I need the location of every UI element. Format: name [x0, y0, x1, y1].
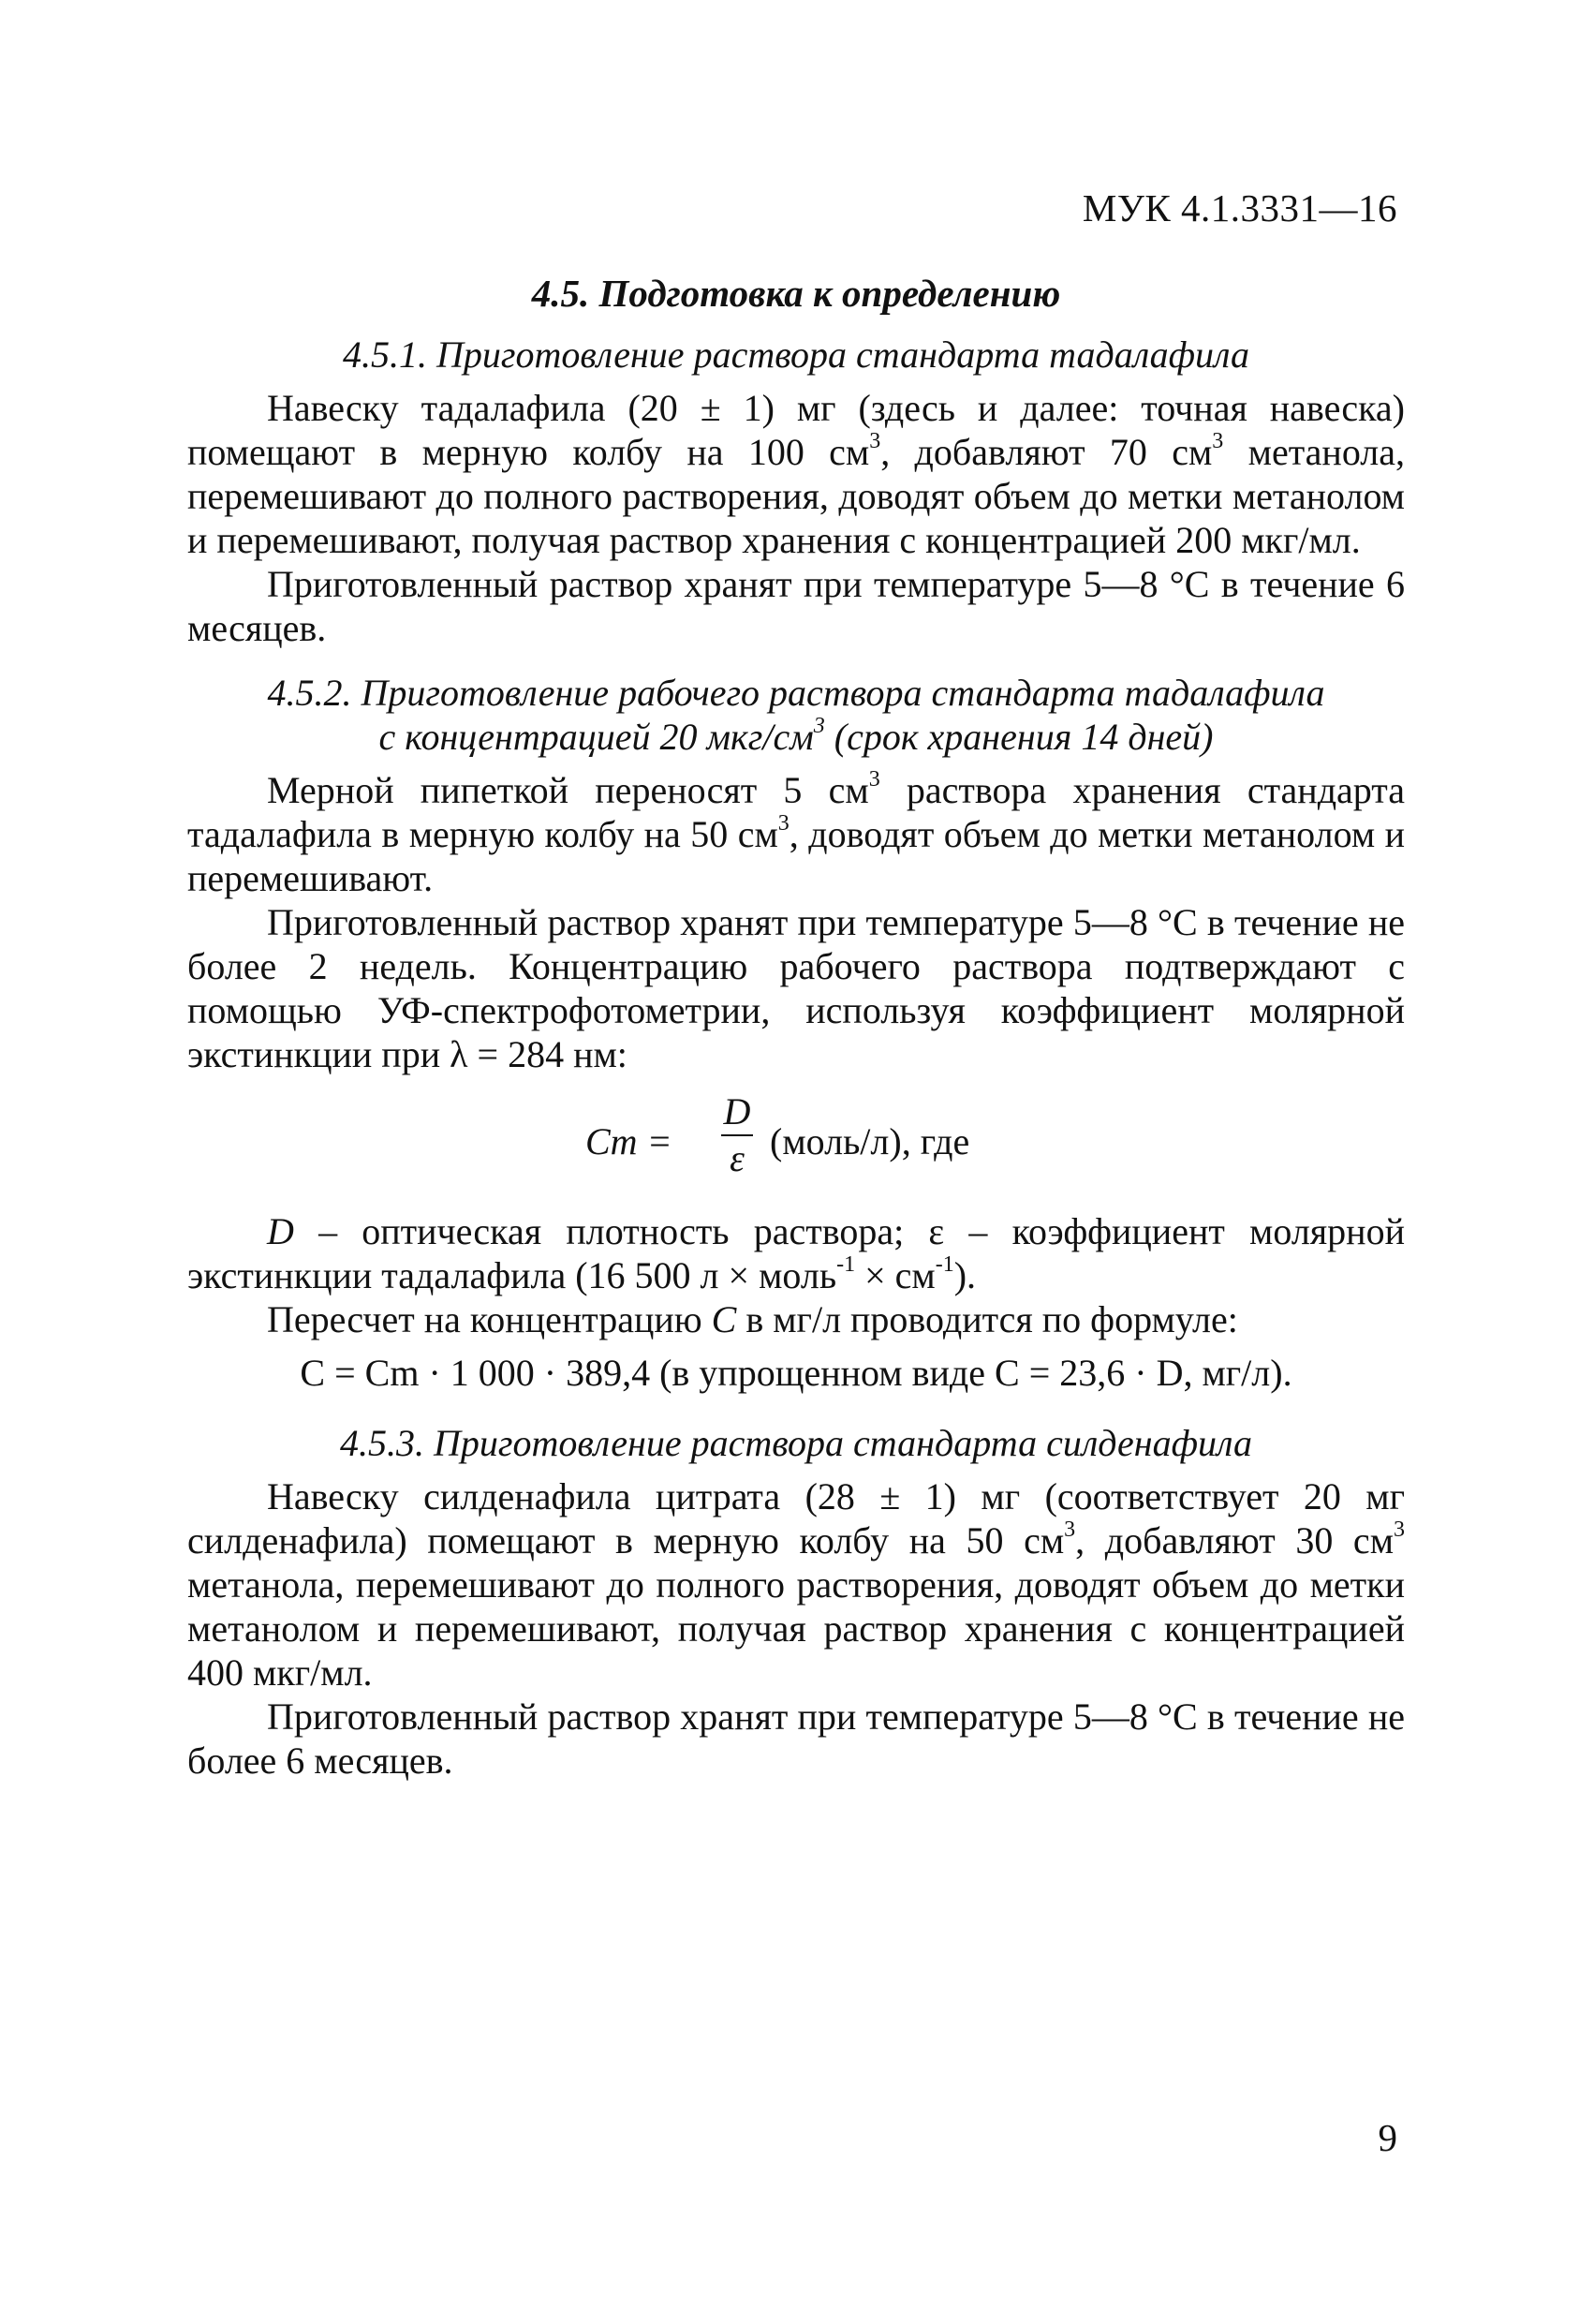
superscript: 3	[777, 810, 790, 836]
paragraph	[187, 1474, 1405, 1695]
title-line-2: с концентрацией 20 мкг/см	[378, 716, 814, 758]
page-number: 9	[1378, 2116, 1397, 2159]
subsection-title	[187, 671, 1405, 759]
superscript: -1	[836, 1251, 856, 1277]
text: ).	[953, 1254, 977, 1296]
text: Навеску тадалафила (20 ± 1) мг (здесь и далее: точная навеска) помещают в мерную колбу на 100 см	[187, 387, 1405, 473]
text: раствора хранения стандарта тадалафила в мерную колбу на 50 см	[187, 769, 1405, 855]
superscript: 3	[813, 713, 825, 738]
subsection-4-5-1	[187, 333, 1405, 650]
title-line-1: 4.5.2. Приготовление рабочего раствора стандарта тадалафила	[267, 672, 1325, 714]
paragraph	[187, 768, 1405, 900]
formula-denominator: ε	[730, 1137, 745, 1179]
document-code: МУК 4.1.3331—16	[1082, 186, 1397, 229]
text: в мг/л проводится по формуле:	[736, 1298, 1238, 1340]
superscript: 3	[868, 766, 880, 792]
text: , добавляют 70 см	[880, 431, 1213, 473]
text: , доводят объем до метки метанолом и перемешивают.	[187, 813, 1405, 899]
paragraph: Приготовленный раствор хранят при температуре 5—8 °С в течение 6 месяцев.	[187, 563, 1405, 649]
superscript: -1	[935, 1251, 954, 1277]
subsection-4-5-2	[187, 671, 1405, 1395]
fraction-bar	[721, 1134, 753, 1136]
paragraph	[187, 1297, 1405, 1341]
formula-fraction	[721, 1091, 753, 1179]
formula-numerator: D	[723, 1090, 751, 1132]
text: Навеску силденафила цитрата (28 ± 1) мг (соответствует 20 мг силденафила) помещают в мерную колбу на 50 см	[187, 1475, 1405, 1562]
section-title: 4.5. Подготовка к определению	[531, 272, 1061, 315]
paragraph	[187, 1209, 1405, 1297]
page-content	[187, 272, 1405, 1803]
text: метанола, перемешивают до полного растворения, доводят объем до метки метанолом и перемешивают, получая раствор хранения с концентрацией 200 мкг/мл.	[187, 431, 1406, 561]
text: , добавляют 30 см	[1075, 1519, 1394, 1562]
text: Мерной пипеткой переносят 5 см	[267, 769, 869, 811]
subsection-title: 4.5.1. Приготовление раствора стандарта тадалафила	[343, 333, 1249, 376]
text: C	[711, 1298, 737, 1340]
text: × см	[855, 1254, 936, 1296]
text: – оптическая плотность раствора; ε – коэффициент молярной экстинкции тадалафила (16 500 л × моль	[187, 1210, 1405, 1296]
superscript: 3	[869, 428, 881, 453]
paragraph	[187, 386, 1405, 562]
molar-concentration-formula	[187, 1091, 1405, 1194]
formula-rhs: (моль/л), где	[770, 1120, 970, 1162]
paragraph: Приготовленный раствор хранят при температуре 5—8 °С в течение не более 6 месяцев.	[187, 1695, 1405, 1782]
superscript: 3	[1064, 1517, 1076, 1542]
superscript: 3	[1394, 1517, 1405, 1542]
text: метанола, перемешивают до полного растворения, доводят объем до метки метанолом и перемешивают, получая раствор хранения с концентрацией 400 мкг/мл.	[187, 1563, 1405, 1694]
subsection-4-5-3	[187, 1421, 1405, 1783]
paragraph: Приготовленный раствор хранят при температуре 5—8 °С в течение не более 2 недель. Концентрацию рабочего раствора подтверждают с помощью УФ-спектрофотометрии, используя коэффициент молярной экстинкции при λ = 284 нм:	[187, 901, 1405, 1075]
subsection-title: 4.5.3. Приготовление раствора стандарта силденафила	[340, 1422, 1252, 1464]
superscript: 3	[1212, 428, 1224, 453]
text: D	[267, 1210, 294, 1252]
title-line-2-end: (срок хранения 14 дней)	[824, 716, 1214, 758]
text: Пересчет на концентрацию	[267, 1298, 712, 1340]
conversion-formula: C = Cm · 1 000 · 389,4 (в упрощенном виде C = 23,6 · D, мг/л).	[300, 1352, 1292, 1394]
formula-lhs: Cm =	[585, 1120, 672, 1162]
